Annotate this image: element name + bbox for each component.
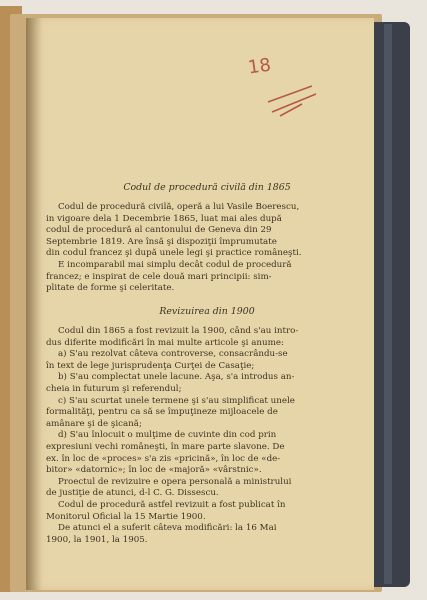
para1-line: E incomparabil mai simplu decât codul de procedură: [58, 260, 292, 270]
pencil-scribble: [262, 82, 322, 120]
para2-line: ex. în loc de «proces» s'a zis «pricină», în loc de «de-: [46, 453, 281, 464]
para1-line: francez; e inspirat de cele două mari principii: sim-: [46, 271, 272, 282]
para2-line: Codul de procedură astfel revizuit a fost publicat în: [58, 500, 286, 510]
para2-line: 1900, la 1901, la 1905.: [46, 534, 148, 545]
para1-line: codul de procedură al cantonului de Geneva din 29: [46, 225, 272, 236]
para1-line: in vigoare dela 1 Decembrie 1865, luat mai ales după: [46, 213, 282, 224]
para2-line: bitor» «datornic»; în loc de «majoră» «vârstnic».: [46, 465, 262, 476]
para1-line: din codul francez şi după unele legi şi practice româneşti.: [46, 248, 302, 259]
para1-line: plitate de forme şi celeritate.: [46, 283, 175, 294]
para2-line: b) S'au complectat unele lacune. Aşa, s'a introdus an-: [58, 372, 295, 383]
para2-line: De atunci el a suferit câteva modificări: la 16 Mai: [58, 523, 277, 534]
para1-line: Septembrie 1819. Are însă şi dispoziţii împrumutate: [46, 236, 277, 247]
para2-line: de justiţie de atunci, d-l C. G. Dissescu.: [46, 488, 219, 499]
para2-line: amânare şi de şicană;: [46, 418, 142, 429]
heading-revizuirea-1900: Revizuirea din 1900: [159, 306, 255, 317]
pencil-note: 18: [246, 54, 273, 79]
para2-line: c) S'au scurtat unele termene şi s'au simplificat unele: [58, 395, 295, 406]
para2-line: cheia in futurum şi referendul;: [46, 384, 182, 394]
page-fold-shadow: [26, 18, 42, 590]
para2-line: expresiuni vechi româneşti, în mare parte slavone. De: [46, 442, 285, 452]
para2-line: formalităţi, pentru ca să se împuţineze mijloacele de: [46, 407, 278, 418]
para2-line: în text de lege jurisprudenţa Curţei de Casaţie;: [46, 360, 255, 371]
heading-procedura-1865: Codul de procedură civilă din 1865: [123, 182, 291, 193]
book-spine-edge: [384, 24, 392, 584]
para2-line: Proectul de revizuire e opera personală a ministrului: [58, 476, 292, 487]
para2-line: Monitorul Oficial la 15 Martie 1900.: [46, 511, 206, 522]
para2-line: Codul din 1865 a fost revizuit la 1900, când s'au intro-: [58, 326, 299, 336]
para1-line: Codul de procedură civilă, operă a lui Vasile Boerescu,: [58, 202, 300, 212]
para2-line: a) S'au rezolvat câteva controverse, consacrându-se: [58, 349, 288, 360]
para2-line: d) S'au înlocuit o mulţime de cuvinte din cod prin: [58, 430, 277, 441]
para2-line: dus diferite modificări în mai multe articole şi anume:: [46, 337, 284, 348]
